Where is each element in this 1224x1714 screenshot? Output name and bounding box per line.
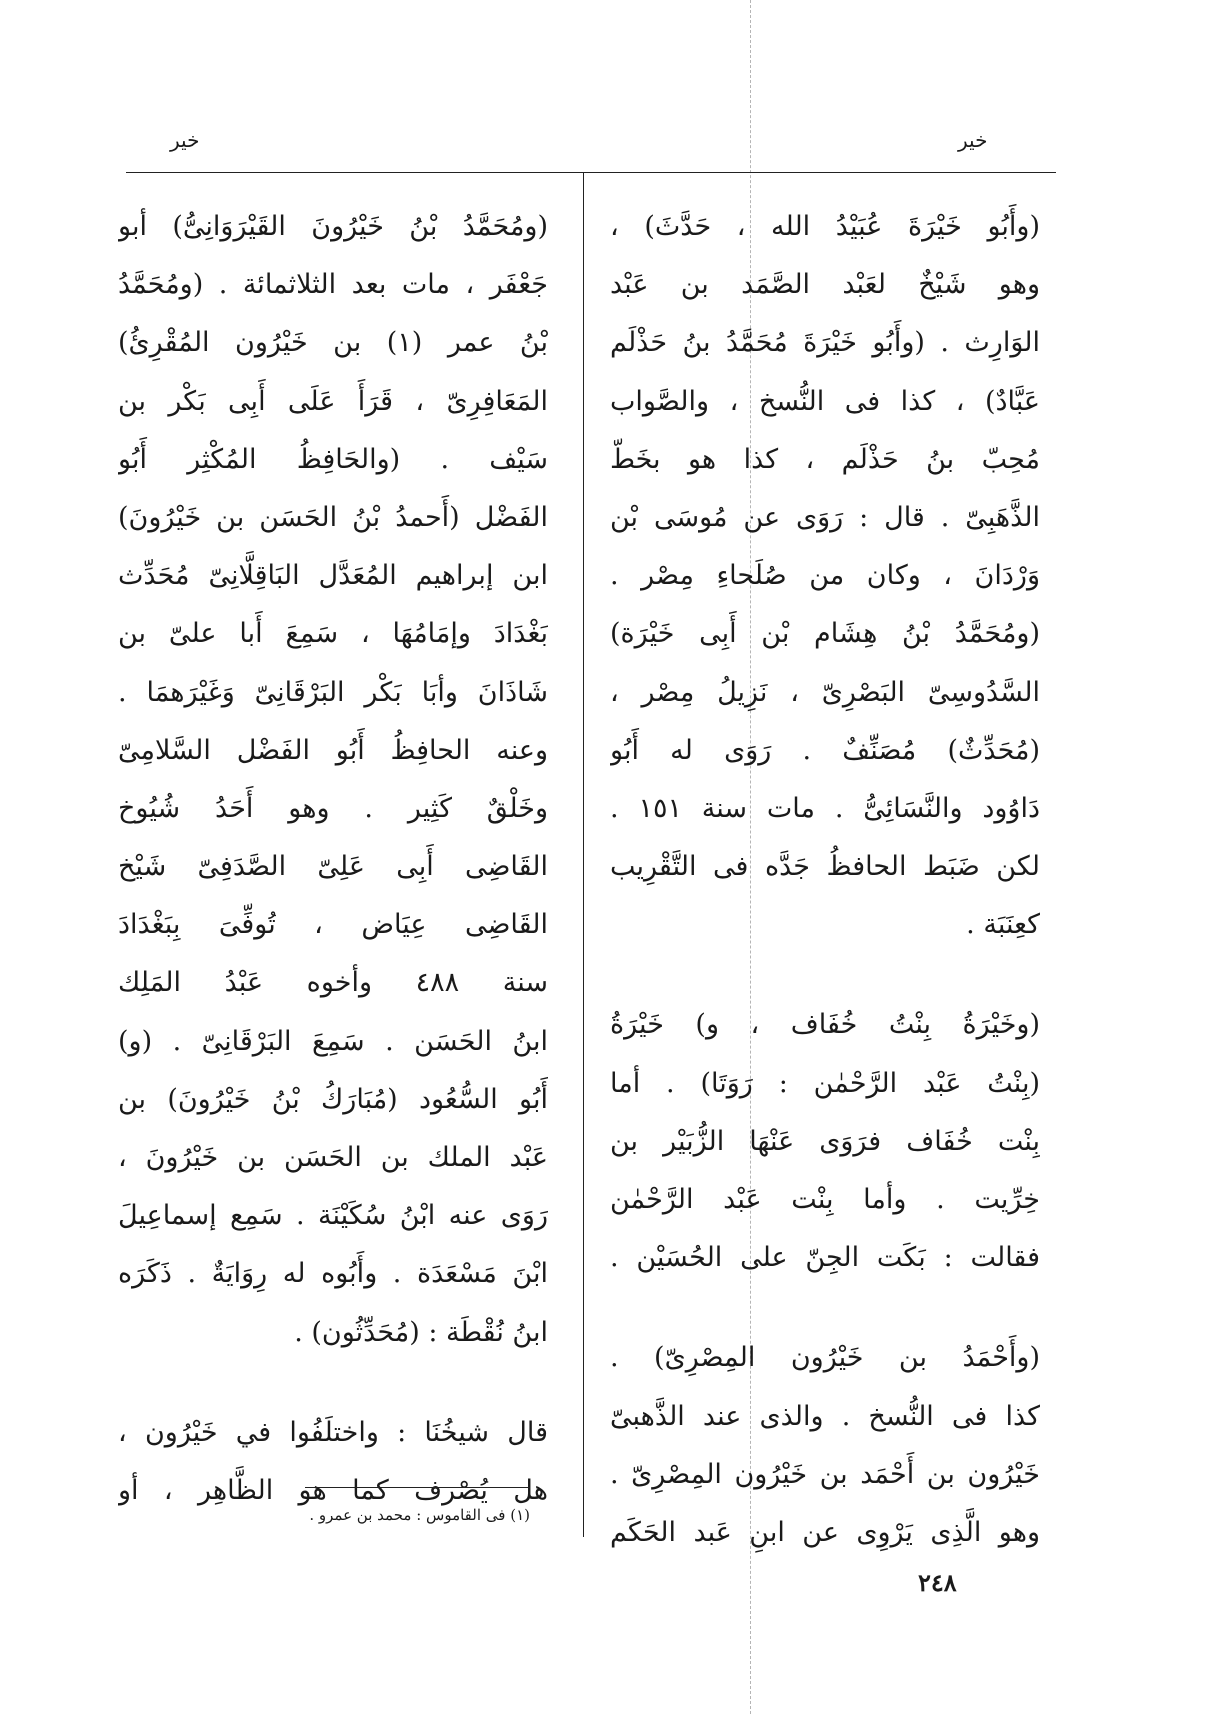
text-line: (وأَبُو خَيْرَةَ عُبَيْدُ الله ، حَدَّثَ) ، <box>610 211 1040 242</box>
text-line: عَبْد الملك بن الحَسَن بن خَيْرُونَ ، <box>118 1142 548 1173</box>
text-line: وهو الَّذِى يَرْوِى عن ابنِ عَبد الحَكَم <box>610 1516 1040 1548</box>
text-line: بِنْت خُفَاف فرَوَى عَنْهَا الزُّبَيْر بن <box>610 1125 1040 1157</box>
text-line: وهو شَيْخٌ لعَبْد الصَّمَد بن عَبْد <box>610 269 1040 301</box>
text-line: وعنه الحافِظُ أَبُو الفَضْل السَّلامِىّ <box>118 734 548 766</box>
text-line: خِرِّيت . وأما بِنْت عَبْد الرَّحْمٰن <box>610 1184 1040 1215</box>
text-line: لكن ضَبَط الحافظُ جَدَّه فى التَّقْرِيب <box>610 851 1040 883</box>
text-line: (مُحَدِّثٌ) مُصَنِّفٌ . رَوَى له أَبُو <box>610 734 1040 766</box>
paragraph-gap <box>118 1362 548 1404</box>
text-line: أَبُو السُّعُود (مُبَارَكُ بْنُ خَيْرُونَ) بن <box>118 1083 548 1115</box>
text-line: القَاضِى أَبِى عَلِىّ الصَّدَفِىّ شَيْخ <box>118 851 548 883</box>
text-line: كعِنَبَة . <box>966 909 1040 941</box>
text-line: خَيْرُون بن أَحْمَد بن خَيْرُون المِصْرِىّ . <box>610 1458 1040 1490</box>
text-line: جَعْفَر ، مات بعد الثلاثمائة . (ومُحَمَّدُ <box>118 269 548 301</box>
text-line: رَوَى عنه ابْنُ سُكَيْنَة . سَمِع إسماعِيلَ <box>118 1200 548 1232</box>
text-line: سنة ٤٨٨ وأخوه عَبْدُ المَلِك <box>118 967 548 999</box>
text-line: بَغْدَادَ وإمَامُهَا ، سَمِعَ أَبا علىّ بن <box>118 618 548 650</box>
text-line: المَعَافِرِىّ ، قَرَأَ عَلَى أَبِى بَكْر بن <box>118 385 548 417</box>
text-line: فقالت : بَكَت الجِنّ على الحُسَيْن . <box>610 1242 1040 1274</box>
text-line: (وخَيْرَةُ بِنْتُ خُفَاف ، و) خَيْرَةُ <box>610 1009 1040 1041</box>
text-line: ابنُ نُقْطَة : (مُحَدِّثُون) . <box>294 1316 548 1348</box>
footnote-rule <box>305 1487 530 1488</box>
column-divider <box>583 172 584 1537</box>
text-line: عَبَّادٌ) ، كذا فى النُّسخ ، والصَّواب <box>610 385 1040 417</box>
text-line: دَاوُود والنَّسَائِىُّ . مات سنة ١٥١ . <box>610 792 1040 824</box>
paragraph-gap <box>610 954 1040 996</box>
footnote: (١) فى القاموس : محمد بن عمرو . <box>309 1506 530 1524</box>
text-line: ابنُ الحَسَن . سَمِعَ البَرْقَانِىّ . (و) <box>118 1025 548 1057</box>
right-text-column <box>610 198 1040 1562</box>
text-line: (وأَحْمَدُ بن خَيْرُون المِصْرِىّ) . <box>610 1342 1040 1374</box>
text-line: مُحِبّ بنُ حَذْلَم ، كذا هو بخَطّ <box>610 443 1040 475</box>
text-line: الوَارِث . (وأَبُو خَيْرَةَ مُحَمَّدُ بنُ حَذْلَم <box>610 327 1040 359</box>
text-line: القَاضِى عِيَاض ، تُوفِّىَ بِبَغْدَادَ <box>118 909 548 941</box>
text-line: الذَّهَبِىّ . قال : رَوَى عن مُوسَى بْن <box>610 501 1040 533</box>
page-number: ٢٤٨ <box>918 1568 957 1597</box>
text-line: وخَلْقٌ كَثِير . وهو أَحَدُ شُيُوخ <box>118 792 548 824</box>
text-line: سَيْف . (والحَافِظُ المُكْثِر أَبُو <box>118 443 548 475</box>
text-line: الفَضْل (أَحمدُ بْنُ الحَسَن بن خَيْرُونَ) <box>118 501 548 533</box>
text-line: (بِنْتُ عَبْد الرَّحْمٰن : رَوَتَا) . أما <box>610 1067 1040 1099</box>
running-header-left: خير <box>170 128 200 152</box>
text-line: شَاذَانَ وأبَا بَكْر البَرْقَانِىّ وَغَيْرَهمَا . <box>118 676 548 708</box>
paragraph-gap <box>610 1287 1040 1329</box>
running-header-right: خير <box>958 128 988 152</box>
text-line: هل يُصْرف كما هو الظَّاهِر ، أو <box>118 1474 548 1506</box>
text-line: ابْنَ مَسْعَدَة . وأَبُوه له رِوَايَةٌ . ذَكَرَه <box>118 1258 548 1290</box>
header-rule <box>126 172 1056 173</box>
text-line: ابن إبراهيم المُعَدَّل البَاقِلَّانِىّ مُحَدِّث <box>118 560 548 592</box>
left-text-column <box>118 198 548 1520</box>
text-line: وَرْدَانَ ، وكان من صُلَحاءِ مِصْر . <box>610 560 1040 592</box>
text-line: (ومُحَمَّدُ بْنُ هِشَام بْن أَبِى خَيْرَة) <box>610 618 1040 650</box>
text-line: كذا فى النُّسخ . والذى عند الذَّهبىّ <box>610 1400 1040 1432</box>
text-line: السَّدُوسِىّ البَصْرِىّ ، نَزِيلُ مِصْر ، <box>610 676 1040 708</box>
text-line: قال شيخُنَا : واختلَفُوا في خَيْرُون ، <box>118 1416 548 1448</box>
text-line: (ومُحَمَّدُ بْنُ خَيْرُونَ القَيْرَوَانِىُّ) أبو <box>118 211 548 242</box>
text-line: بْنُ عمر (١) بن خَيْرُون المُقْرِئُ) <box>118 327 548 359</box>
